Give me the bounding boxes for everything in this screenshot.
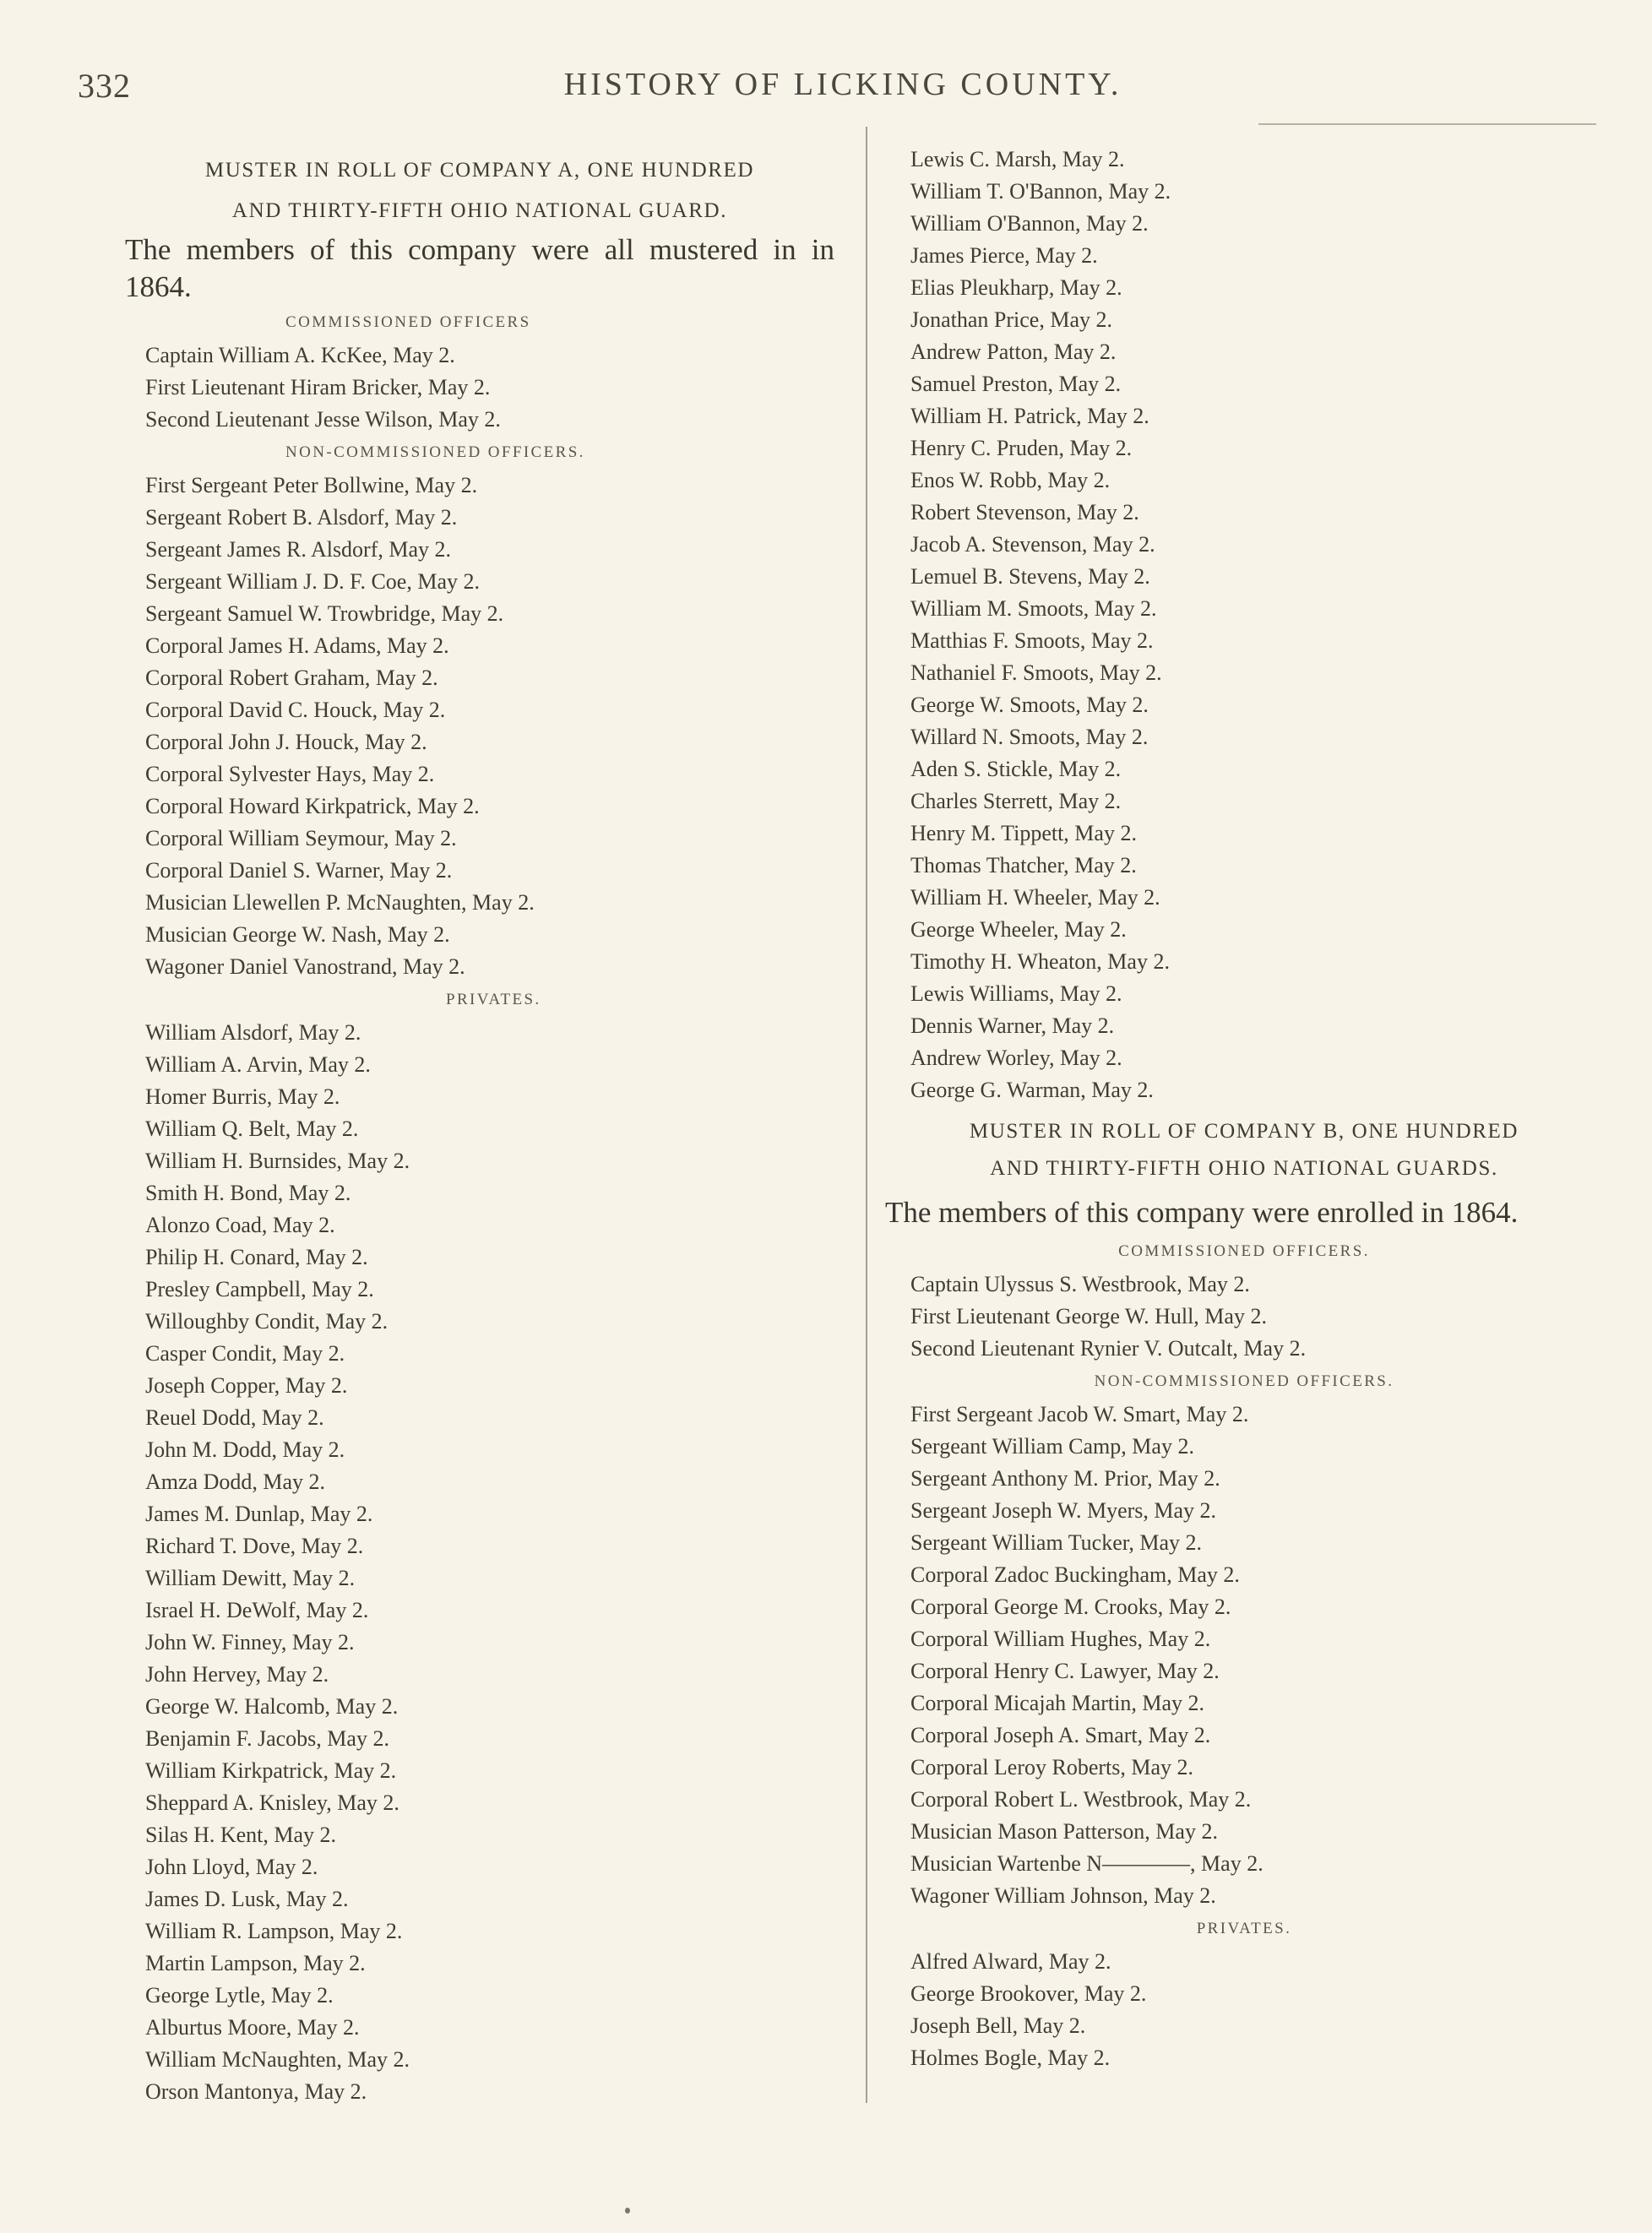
noncommissioned-officer-entry: Sergeant William Camp, May 2. [910,1434,1194,1459]
noncommissioned-officer-entry: First Sergeant Peter Bollwine, May 2. [145,473,478,497]
private-entry: Matthias F. Smoots, May 2. [910,628,1154,653]
company-b-privates-heading: PRIVATES. [1196,1920,1292,1937]
private-entry: John W. Finney, May 2. [145,1630,355,1654]
private-entry: George Brookover, May 2. [910,1981,1147,2006]
company-a-commissioned-heading: COMMISSIONED OFFICERS [285,313,531,331]
private-entry: Aden S. Stickle, May 2. [910,757,1122,781]
private-entry: John Hervey, May 2. [145,1662,329,1687]
private-entry: Nathaniel F. Smoots, May 2. [910,660,1162,685]
noncommissioned-officer-entry: Sergeant Anthony M. Prior, May 2. [910,1466,1220,1491]
private-entry: William Dewitt, May 2. [145,1566,356,1590]
private-entry: Israel H. DeWolf, May 2. [145,1598,369,1622]
company-a-commissioned-list [125,340,834,436]
private-entry: George W. Halcomb, May 2. [145,1694,399,1719]
private-entry: Samuel Preston, May 2. [910,372,1122,396]
private-entry: William A. Arvin, May 2. [145,1052,371,1077]
company-a-intro: The members of this company were all mustered in in 1864. [125,233,834,303]
noncommissioned-officer-entry: Musician George W. Nash, May 2. [145,922,450,947]
noncommissioned-officer-entry: Corporal George M. Crooks, May 2. [910,1595,1231,1619]
noncommissioned-officer-entry: Corporal Sylvester Hays, May 2. [145,762,435,786]
private-entry: Homer Burris, May 2. [145,1084,340,1109]
private-entry: Robert Stevenson, May 2. [910,500,1139,524]
private-entry: William H. Burnsides, May 2. [145,1149,410,1173]
private-entry: Jonathan Price, May 2. [910,307,1113,332]
private-entry: George G. Warman, May 2. [910,1078,1154,1102]
private-entry: Thomas Thatcher, May 2. [910,853,1137,877]
noncommissioned-officer-entry: Sergeant James R. Alsdorf, May 2. [145,537,452,562]
private-entry: William Kirkpatrick, May 2. [145,1758,397,1783]
noncommissioned-officer-entry: Corporal Robert L. Westbrook, May 2. [910,1787,1252,1812]
noncommissioned-officer-entry: Musician Llewellen P. McNaughten, May 2. [145,890,535,915]
private-entry: Alfred Alward, May 2. [910,1949,1111,1974]
private-entry: William Alsdorf, May 2. [145,1020,361,1045]
noncommissioned-officer-entry: Corporal Henry C. Lawyer, May 2. [910,1659,1220,1683]
private-entry: Charles Sterrett, May 2. [910,789,1122,813]
private-entry: James M. Dunlap, May 2. [145,1502,373,1526]
company-a-noncommissioned-heading: NON-COMMISSIONED OFFICERS. [285,443,585,461]
private-entry: Andrew Worley, May 2. [910,1046,1122,1070]
private-entry: William McNaughten, May 2. [145,2047,410,2072]
company-b-heading-line2: AND THIRTY-FIFTH OHIO NATIONAL GUARDS. [990,1157,1498,1180]
commissioned-officer-entry: Captain Ulyssus S. Westbrook, May 2. [910,1272,1250,1296]
private-entry: Benjamin F. Jacobs, May 2. [145,1726,389,1751]
footer-dot [625,2208,630,2214]
noncommissioned-officer-entry: Sergeant William J. D. F. Coe, May 2. [145,569,480,594]
private-entry: Casper Condit, May 2. [145,1341,345,1366]
private-entry: George Lytle, May 2. [145,1983,334,2008]
private-entry: James D. Lusk, May 2. [145,1887,349,1911]
private-entry: Lewis Williams, May 2. [910,981,1122,1006]
commissioned-officer-entry: Second Lieutenant Rynier V. Outcalt, May 2. [910,1336,1307,1361]
noncommissioned-officer-entry: Corporal William Seymour, May 2. [145,826,457,850]
noncommissioned-officer-entry: Sergeant William Tucker, May 2. [910,1530,1203,1555]
private-entry: Orson Mantonya, May 2. [145,2079,367,2104]
company-b-noncommissioned-list [885,1399,1603,1912]
commissioned-officer-entry: First Lieutenant Hiram Bricker, May 2. [145,375,491,399]
noncommissioned-officer-entry: Sergeant Samuel W. Trowbridge, May 2. [145,601,504,626]
commissioned-officer-entry: Captain William A. KcKee, May 2. [145,343,455,367]
private-entry: George Wheeler, May 2. [910,917,1127,942]
noncommissioned-officer-entry: Corporal William Hughes, May 2. [910,1627,1211,1651]
private-entry: Jacob A. Stevenson, May 2. [910,532,1155,557]
noncommissioned-officer-entry: Corporal Leroy Roberts, May 2. [910,1755,1194,1779]
private-entry: Willoughby Condit, May 2. [145,1309,389,1334]
noncommissioned-officer-entry: Corporal John J. Houck, May 2. [145,730,427,754]
private-entry: Silas H. Kent, May 2. [145,1823,337,1847]
private-entry: William H. Wheeler, May 2. [910,885,1160,910]
noncommissioned-officer-entry: Corporal James H. Adams, May 2. [145,633,449,658]
commissioned-officer-entry: Second Lieutenant Jesse Wilson, May 2. [145,407,501,432]
private-entry: Lemuel B. Stevens, May 2. [910,564,1150,589]
private-entry: Willard N. Smoots, May 2. [910,725,1149,749]
noncommissioned-officer-entry: Sergeant Joseph W. Myers, May 2. [910,1498,1217,1523]
company-b-commissioned-heading: COMMISSIONED OFFICERS. [1118,1242,1370,1260]
private-entry: Holmes Bogle, May 2. [910,2046,1111,2070]
noncommissioned-officer-entry: Corporal Robert Graham, May 2. [145,666,438,690]
noncommissioned-officer-entry: Wagoner Daniel Vanostrand, May 2. [145,954,465,979]
private-entry: John Lloyd, May 2. [145,1855,318,1879]
private-entry: Andrew Patton, May 2. [910,340,1117,364]
company-a-heading-line2: AND THIRTY-FIFTH OHIO NATIONAL GUARD. [231,199,728,222]
private-entry: Sheppard A. Knisley, May 2. [145,1790,399,1815]
noncommissioned-officer-entry: Corporal David C. Houck, May 2. [145,698,446,722]
private-entry: Joseph Bell, May 2. [910,2013,1086,2038]
private-entry: Enos W. Robb, May 2. [910,468,1111,492]
private-entry: Henry M. Tippett, May 2. [910,821,1137,845]
private-entry: William O'Bannon, May 2. [910,211,1149,236]
private-entry: Henry C. Pruden, May 2. [910,436,1133,460]
private-entry: Martin Lampson, May 2. [145,1951,366,1975]
private-entry: Elias Pleukharp, May 2. [910,275,1122,300]
private-entry: Philip H. Conard, May 2. [145,1245,368,1269]
company-b-commissioned-list [885,1269,1603,1365]
noncommissioned-officer-entry: Musician Wartenbe N————, May 2. [910,1851,1263,1876]
company-a-privates-list [125,1017,834,2108]
noncommissioned-officer-entry: Corporal Micajah Martin, May 2. [910,1691,1205,1715]
private-entry: James Pierce, May 2. [910,243,1098,268]
noncommissioned-officer-entry: Wagoner William Johnson, May 2. [910,1883,1216,1908]
private-entry: Timothy H. Wheaton, May 2. [910,949,1170,974]
private-entry: Smith H. Bond, May 2. [145,1181,351,1205]
private-entry: John M. Dodd, May 2. [145,1437,345,1462]
page-number: 332 [78,67,131,105]
header-rule [1258,123,1596,125]
noncommissioned-officer-entry: Sergeant Robert B. Alsdorf, May 2. [145,505,458,530]
right-column [885,144,1603,2074]
noncommissioned-officer-entry: First Sergeant Jacob W. Smart, May 2. [910,1402,1249,1426]
left-column [125,150,834,2108]
private-entry: Dennis Warner, May 2. [910,1013,1115,1038]
noncommissioned-officer-entry: Corporal Zadoc Buckingham, May 2. [910,1562,1240,1587]
company-a-noncommissioned-list [125,470,834,983]
private-entry: Richard T. Dove, May 2. [145,1534,364,1558]
noncommissioned-officer-entry: Musician Mason Patterson, May 2. [910,1819,1218,1844]
column-divider [866,127,867,2103]
private-entry: William R. Lampson, May 2. [145,1919,403,1943]
noncommissioned-officer-entry: Corporal Daniel S. Warner, May 2. [145,858,453,883]
private-entry: Alonzo Coad, May 2. [145,1213,335,1237]
company-b-heading-line1: MUSTER IN ROLL OF COMPANY B, ONE HUNDRED [969,1120,1519,1143]
company-b-privates-list [885,1946,1603,2074]
private-entry: George W. Smoots, May 2. [910,693,1149,717]
private-entry: William M. Smoots, May 2. [910,596,1157,621]
private-entry: Presley Campbell, May 2. [145,1277,374,1301]
private-entry: Reuel Dodd, May 2. [145,1405,324,1430]
noncommissioned-officer-entry: Corporal Howard Kirkpatrick, May 2. [145,794,480,818]
private-entry: Joseph Copper, May 2. [145,1373,348,1398]
commissioned-officer-entry: First Lieutenant George W. Hull, May 2. [910,1304,1267,1328]
private-entry: Amza Dodd, May 2. [145,1470,326,1494]
company-b-noncommissioned-heading: NON-COMMISSIONED OFFICERS. [1094,1372,1394,1390]
noncommissioned-officer-entry: Corporal Joseph A. Smart, May 2. [910,1723,1211,1747]
private-entry: William Q. Belt, May 2. [145,1116,359,1141]
private-entry: Alburtus Moore, May 2. [145,2015,360,2040]
running-head: HISTORY OF LICKING COUNTY. [563,67,1122,102]
company-a-privates-heading: PRIVATES. [446,991,541,1008]
company-a-heading-line1: MUSTER IN ROLL OF COMPANY A, ONE HUNDRED [204,159,755,182]
private-entry: William T. O'Bannon, May 2. [910,179,1171,204]
company-a-privates-continued-list [885,144,1603,1106]
private-entry: Lewis C. Marsh, May 2. [910,147,1125,171]
company-b-intro: The members of this company were enrolled in 1864. [885,1196,1519,1229]
private-entry: William H. Patrick, May 2. [910,404,1149,428]
